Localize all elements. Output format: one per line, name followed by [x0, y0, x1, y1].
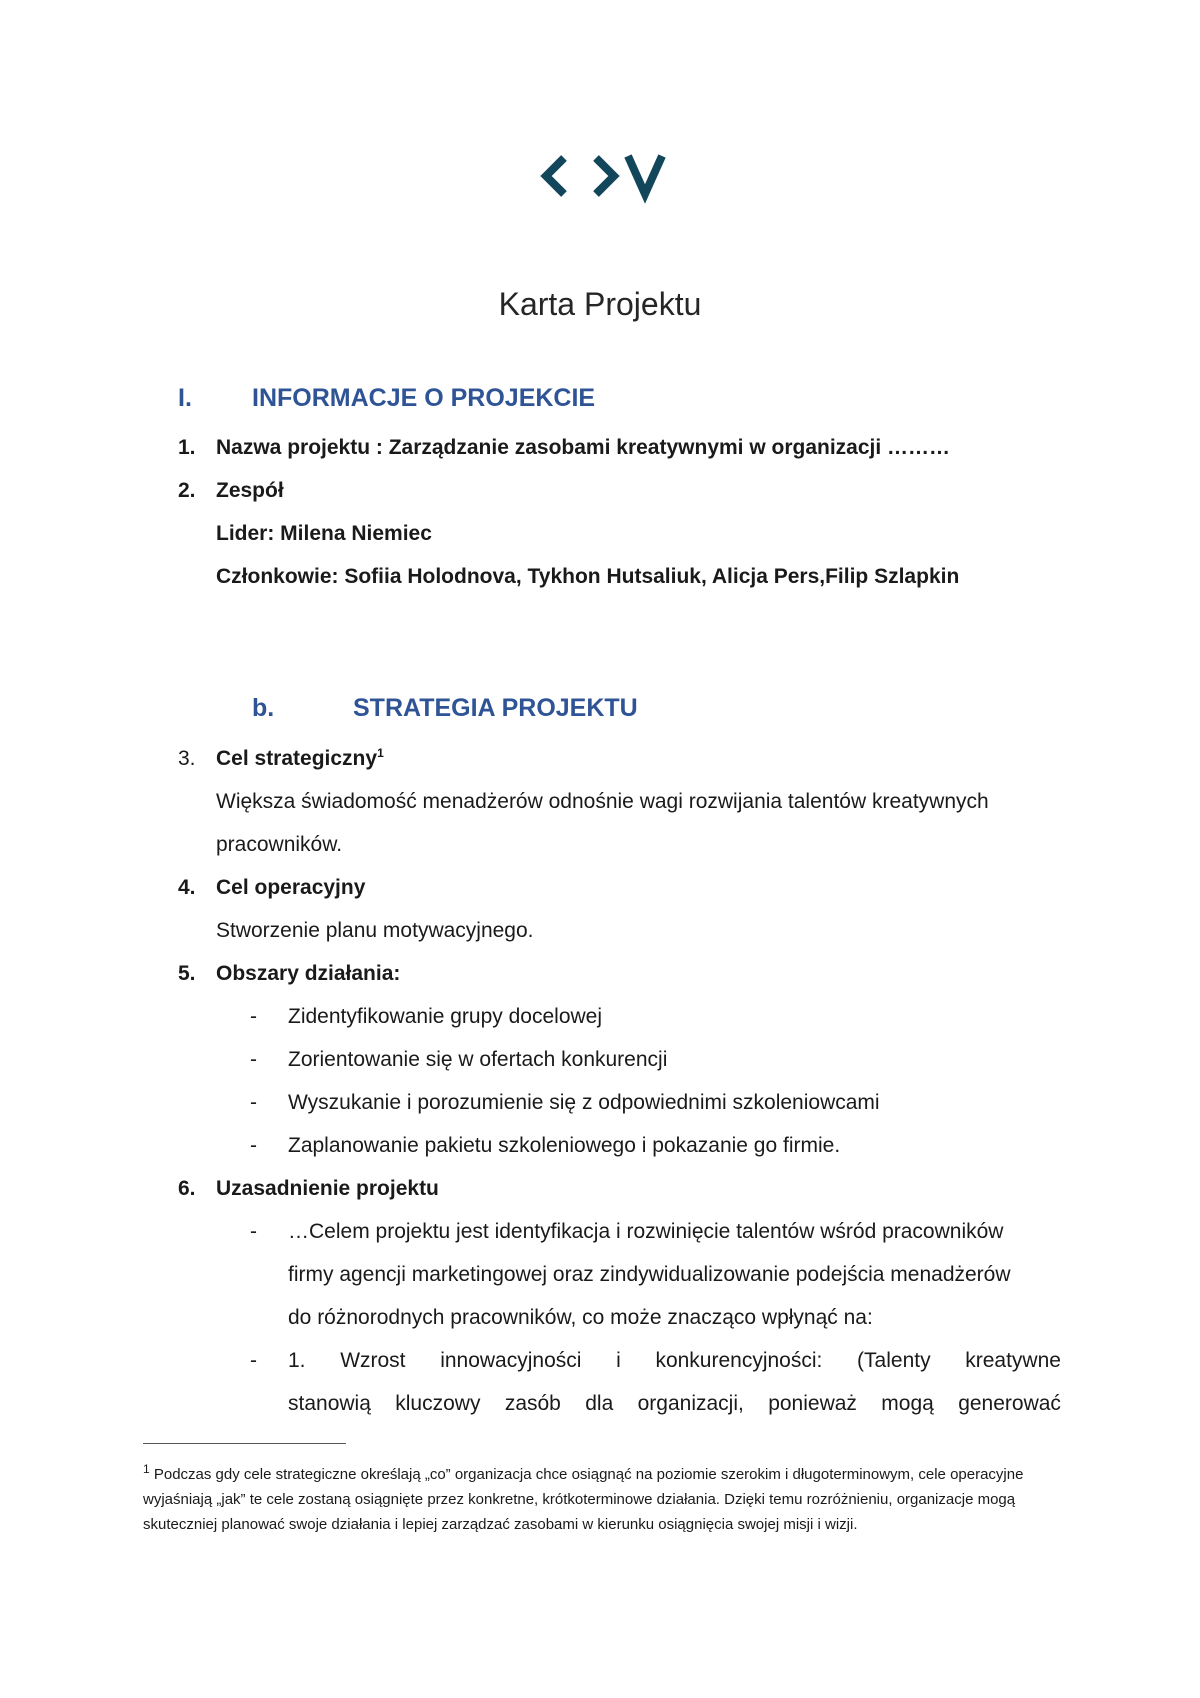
- list-item: Zorientowanie się w ofertach konkurencji: [288, 1048, 668, 1071]
- bullet-dash: -: [250, 1220, 257, 1243]
- item-2-text: Zespół: [216, 479, 284, 502]
- item-1-text: Nazwa projektu : Zarządzanie zasobami kreatywnymi w organizacji ………: [216, 436, 951, 459]
- section-1-roman: I.: [178, 384, 192, 412]
- word: konkurencyjności:: [655, 1349, 823, 1372]
- word: 1.: [288, 1349, 306, 1372]
- bullet-dash: -: [250, 1134, 257, 1157]
- item-3-line-2: pracowników.: [216, 833, 343, 856]
- bullet-dash: -: [250, 1349, 257, 1372]
- word: kreatywne: [965, 1349, 1061, 1372]
- item-3-line-1: Większa świadomość menadżerów odnośnie wagi rozwijania talentów kreatywnych: [216, 790, 989, 813]
- justification-line-3: do różnorodnych pracowników, co może znacząco wpłynąć na:: [288, 1306, 873, 1329]
- item-3-number: 3.: [178, 747, 196, 770]
- word: i: [616, 1349, 621, 1372]
- justification-line-1: …Celem projektu jest identyfikacja i rozwinięcie talentów wśród pracowników: [288, 1220, 1004, 1243]
- brand-logo-icon: [540, 150, 670, 206]
- item-1-number: 1.: [178, 436, 196, 459]
- item-4-number: 4.: [178, 876, 196, 899]
- section-2-heading: STRATEGIA PROJEKTU: [353, 694, 638, 722]
- bullet-dash: -: [250, 1048, 257, 1071]
- footnote: [143, 1462, 1063, 1537]
- page-title: Karta Projektu: [498, 286, 702, 322]
- item-2-number: 2.: [178, 479, 196, 502]
- item-5-number: 5.: [178, 962, 196, 985]
- list-item: Zaplanowanie pakietu szkoleniowego i pokazanie go firmie.: [288, 1134, 841, 1157]
- justified-line-1: [288, 1346, 1061, 1376]
- item-3-title: Cel strategiczny$^1$: [216, 746, 384, 770]
- footnote-number: 1: [143, 1462, 150, 1476]
- list-item: Zidentyfikowanie grupy docelowej: [288, 1005, 603, 1028]
- item-5-title: Obszary działania:: [216, 962, 401, 985]
- justified-line-2: [288, 1389, 1061, 1419]
- bullet-dash: -: [250, 1091, 257, 1114]
- item-4-text: Stworzenie planu motywacyjnego.: [216, 919, 534, 942]
- word: generować: [958, 1392, 1061, 1415]
- item-4-title: Cel operacyjny: [216, 876, 366, 899]
- word: Wzrost: [340, 1349, 406, 1372]
- word: stanowią: [288, 1392, 371, 1415]
- word: dla: [585, 1392, 614, 1415]
- team-leader: Lider: Milena Niemiec: [216, 522, 432, 545]
- item-6-number: 6.: [178, 1177, 196, 1200]
- justification-line-2: firmy agencji marketingowej oraz zindywidualizowanie podejścia menadżerów: [288, 1263, 1011, 1286]
- word: innowacyjności: [440, 1349, 582, 1372]
- item-6-title: Uzasadnienie projektu: [216, 1177, 439, 1200]
- footnote-text: Podczas gdy cele strategiczne określają „co” organizacja chce osiągnąć na poziomie szerokim i długoterminowym, cele operacyjne wyjaśniają „jak” te cele zostaną osiągnięte przez konkretne, krótkoterminowe działania. Dzięki temu rozróżnieniu, organizacje mogą skuteczniej planować swoje działania i lepiej zarządzać zasobami w kierunku osiągnięcia swojej misji i wizji.: [143, 1466, 1024, 1533]
- word: organizacji,: [637, 1392, 744, 1415]
- word: ponieważ: [768, 1392, 857, 1415]
- team-members: Członkowie: Sofiia Holodnova, Tykhon Hutsaliuk, Alicja Pers,Filip Szlapkin: [216, 565, 960, 588]
- word: kluczowy: [395, 1392, 481, 1415]
- word: zasób: [504, 1392, 561, 1415]
- section-1-heading: INFORMACJE O PROJEKCIE: [252, 384, 596, 412]
- word: mogą: [881, 1392, 934, 1415]
- section-2-letter: b.: [252, 694, 275, 722]
- word: (Talenty: [857, 1349, 931, 1372]
- list-item: Wyszukanie i porozumienie się z odpowiednimi szkoleniowcami: [288, 1091, 880, 1114]
- footnote-separator: [143, 1443, 346, 1444]
- footnote-ref[interactable]: 1: [377, 746, 384, 760]
- bullet-dash: -: [250, 1005, 257, 1028]
